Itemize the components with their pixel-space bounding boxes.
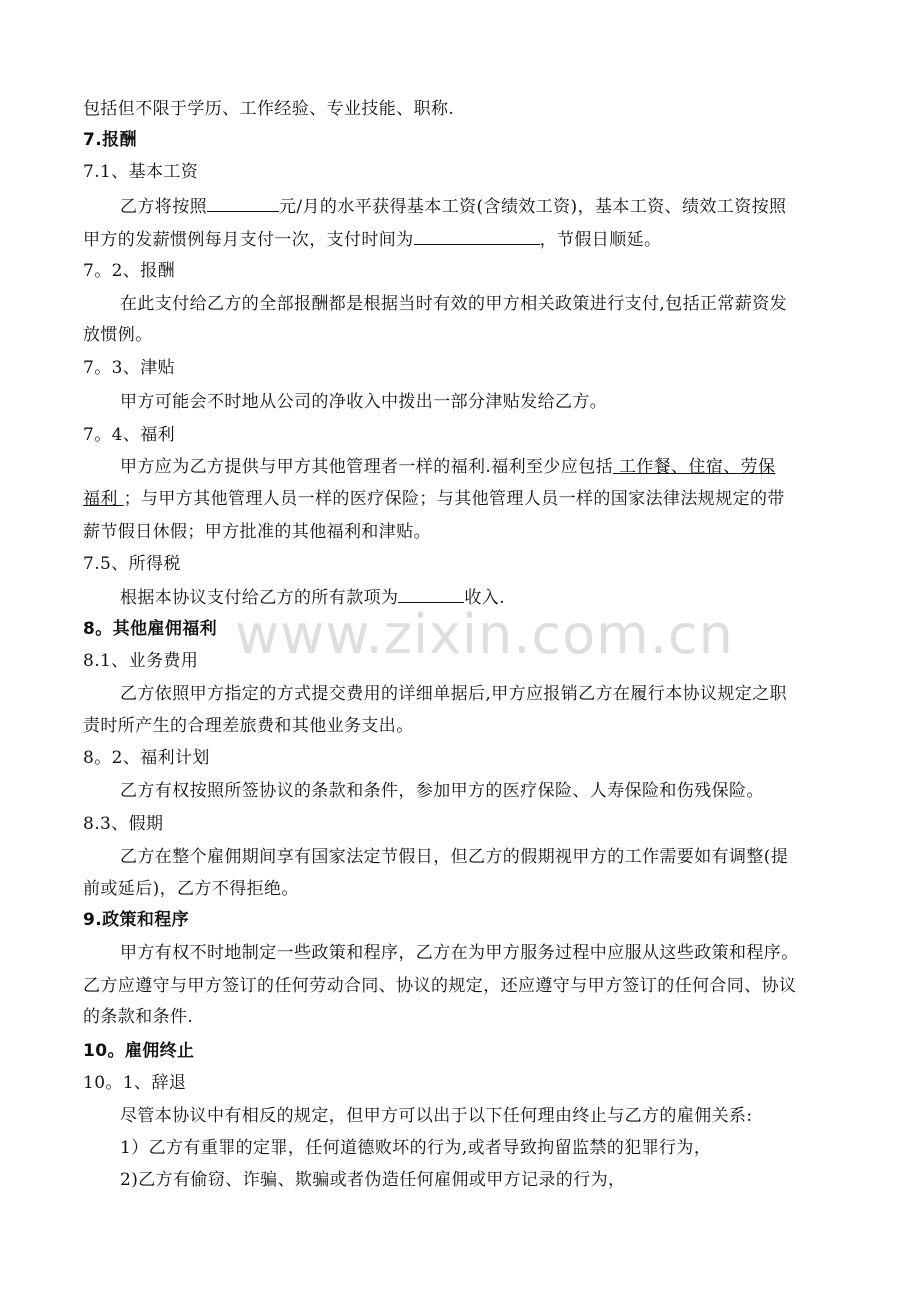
paragraph-line: 在此支付给乙方的全部报酬都是根据当时有效的甲方相关政策进行支付,包括正常薪资发 bbox=[120, 294, 788, 314]
subsection-heading-8-2: 8。2、福利计划 bbox=[83, 748, 210, 768]
paragraph-line: 甲方可能会不时地从公司的净收入中拨出一部分津贴发给乙方。 bbox=[120, 392, 608, 412]
paragraph-line: 责时所产生的合理差旅费和其他业务支出。 bbox=[83, 716, 414, 736]
paragraph-line: 乙方在整个雇佣期间享有国家法定节假日，但乙方的假期视甲方的工作需要如有调整(提 bbox=[120, 847, 789, 867]
section-heading-9: 9.政策和程序 bbox=[83, 910, 190, 930]
text-segment: 乙方将按照 bbox=[120, 197, 207, 217]
blank-field bbox=[207, 193, 279, 212]
section-heading-7: 7.报酬 bbox=[83, 130, 137, 150]
subsection-heading-7-1: 7.1、基本工资 bbox=[83, 162, 199, 182]
subsection-heading-7-5: 7.5、所得税 bbox=[83, 554, 181, 574]
paragraph-line: 的条款和条件. bbox=[83, 1007, 194, 1027]
underlined-text: 工作餐、住宿、劳保 bbox=[613, 457, 776, 477]
subsection-heading-8-3: 8.3、假期 bbox=[83, 814, 164, 834]
paragraph-line: 甲方有权不时地制定一些政策和程序，乙方在为甲方服务过程中应服从这些政策和程序。 bbox=[120, 943, 799, 963]
paragraph-line: 放惯例。 bbox=[83, 325, 153, 345]
paragraph-line: 尽管本协议中有相反的规定，但甲方可以出于以下任何理由终止与乙方的雇佣关系: bbox=[120, 1106, 753, 1126]
paragraph-line bbox=[83, 486, 843, 512]
paragraph-line bbox=[83, 226, 843, 253]
subsection-heading-7-4: 7。4、福利 bbox=[83, 425, 176, 445]
subsection-heading-8-1: 8.1、业务费用 bbox=[83, 651, 199, 671]
paragraph-line: 薪节假日休假；甲方批准的其他福利和津贴。 bbox=[83, 522, 431, 542]
subsection-heading-10-1: 10。1、辞退 bbox=[83, 1073, 187, 1093]
text-segment: 元/月的水平获得基本工资(含绩效工资)，基本工资、绩效工资按照 bbox=[279, 197, 787, 217]
text-segment: 甲方应为乙方提供与甲方其他管理者一样的福利.福利至少应包括 bbox=[120, 457, 614, 477]
watermark: www.zixin.com.cn bbox=[235, 603, 734, 666]
subsection-heading-7-2: 7。2、报酬 bbox=[83, 261, 176, 281]
text-segment: 收入. bbox=[464, 588, 506, 608]
text-segment: 根据本协议支付给乙方的所有款项为 bbox=[120, 588, 399, 608]
paragraph-line bbox=[120, 584, 843, 611]
list-item: 2)乙方有偷窃、诈骗、欺骗或者伪造任何雇佣或甲方记录的行为， bbox=[120, 1170, 626, 1190]
paragraph-line: 乙方有权按照所签协议的条款和条件，参加甲方的医疗保险、人寿保险和伤残保险。 bbox=[120, 781, 764, 801]
subsection-heading-7-3: 7。3、津贴 bbox=[83, 358, 176, 378]
list-item: 1）乙方有重罪的定罪，任何道德败坏的行为,或者导致拘留监禁的犯罪行为， bbox=[120, 1138, 712, 1158]
blank-field bbox=[398, 584, 464, 603]
paragraph-line bbox=[120, 454, 843, 480]
blank-field bbox=[414, 226, 540, 245]
text-segment: 甲方的发薪惯例每月支付一次，支付时间为 bbox=[83, 230, 414, 250]
underlined-text: 福利 bbox=[83, 489, 124, 509]
text-segment: ；与甲方其他管理人员一样的医疗保险；与其他管理人员一样的国家法律法规规定的带 bbox=[123, 489, 785, 509]
paragraph-line: 前或延后)，乙方不得拒绝。 bbox=[83, 879, 299, 899]
paragraph-line bbox=[120, 193, 843, 220]
section-heading-8: 8。其他雇佣福利 bbox=[83, 619, 218, 639]
paragraph-line: 乙方依照甲方指定的方式提交费用的详细单据后,甲方应报销乙方在履行本协议规定之职 bbox=[120, 684, 788, 704]
paragraph-line: 包括但不限于学历、工作经验、专业技能、职称. bbox=[83, 99, 455, 119]
text-segment: ，节假日顺延。 bbox=[539, 230, 662, 250]
section-heading-10: 10。雇佣终止 bbox=[83, 1041, 195, 1061]
paragraph-line: 乙方应遵守与甲方签订的任何劳动合同、协议的规定，还应遵守与甲方签订的任何合同、协议 bbox=[83, 976, 797, 996]
